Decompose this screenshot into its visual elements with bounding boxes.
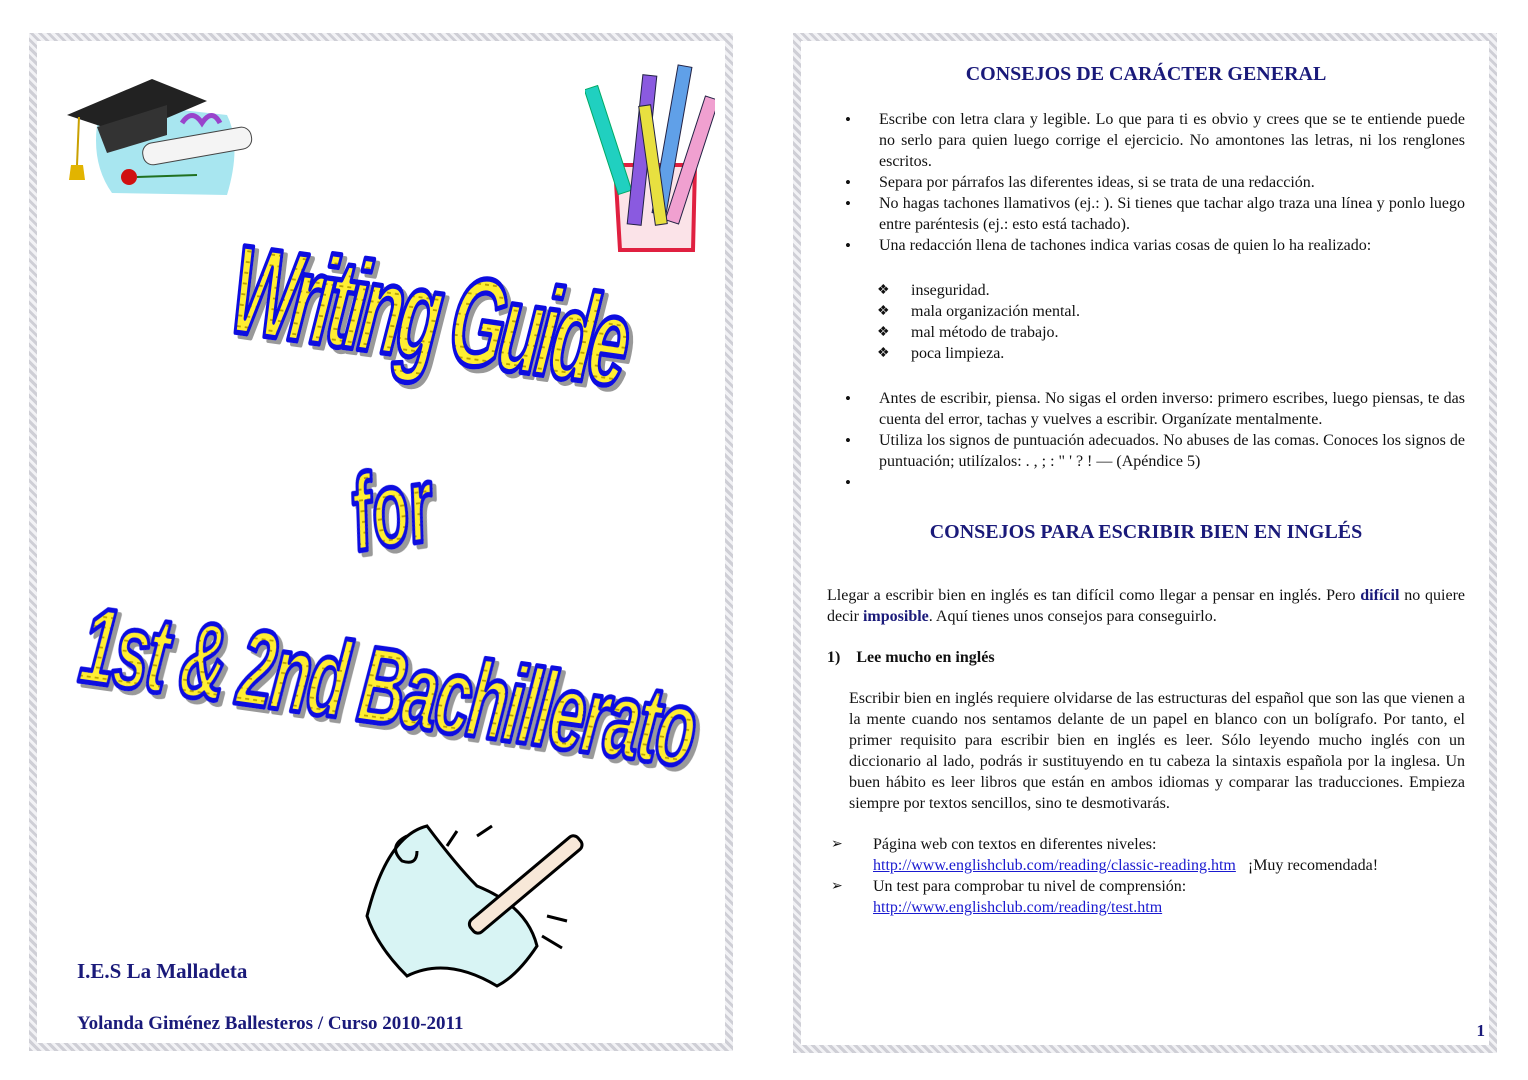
heading-general-advice: CONSEJOS DE CARÁCTER GENERAL — [965, 63, 1327, 85]
graduation-cap-diploma-clipart — [57, 65, 257, 205]
content-page — [793, 33, 1497, 1053]
quill-paper-clipart — [347, 806, 597, 996]
title-line-2: for — [343, 443, 440, 575]
link-label: Página web con textos en diferentes niveles: — [873, 836, 1157, 853]
intro-text: . Aquí tienes unos consejos para conseguirlo. — [928, 608, 1217, 625]
school-name: I.E.S La Malladeta — [77, 959, 248, 983]
list-item: • Separa por párrafos las diferentes ideas, si se trata de una redacción. — [841, 172, 1465, 193]
intro-text: Llegar a escribir bien en inglés es tan difícil como llegar a pensar en inglés. Pero — [827, 587, 1361, 604]
intro-bold: difícil — [1360, 587, 1400, 604]
section-1-body: Escribir bien en inglés requiere olvidarse de las estructuras del español que son las que vienen a la mente cuando nos sentamos delante de un papel en blanco con un bolígrafo. Por tanto, el primer requisito para escribir bien en inglés es leer. Sólo leyendo mucho inglés con un diccionario al lado, podrás ir sustituyendo en tu cabeza la sintaxis española por la inglesa. Un buen hábito es leer libros que están en ambos idiomas y comparar las traducciones. Empieza siempre por textos sencillos, sino te desmotivarás. — [849, 690, 1465, 812]
link-note: ¡Muy recomendada! — [1247, 857, 1379, 874]
list-item: • Antes de escribir, piensa. No sigas el orden inverso: primero escribes, luego piensas, te das cuenta del error, tachas y vuelves a escribir. Organízate mentalmente. — [841, 388, 1465, 430]
list-item: • Una redacción llena de tachones indica varias cosas de quien lo ha realizado: — [841, 235, 1465, 256]
general-advice-list-2 — [841, 388, 1465, 493]
classic-reading-link[interactable]: http://www.englishclub.com/reading/classic-reading.htm — [873, 857, 1236, 874]
intro-text: no quiere decir — [827, 587, 1465, 625]
link-label: Un test para comprobar tu nivel de comprensión: — [873, 878, 1187, 895]
general-advice-list — [841, 109, 1465, 256]
author-course: Yolanda Giménez Ballesteros / Curso 2010-2011 — [77, 1013, 464, 1034]
cover-page — [29, 33, 733, 1051]
section-1-title: 1) Lee mucho en inglés — [827, 649, 995, 666]
heading-english-advice: CONSEJOS PARA ESCRIBIR BIEN EN INGLÉS — [929, 521, 1363, 543]
list-item — [827, 834, 1465, 876]
list-item — [841, 472, 1465, 493]
sub-list — [873, 280, 1465, 364]
reading-test-link[interactable]: http://www.englishclub.com/reading/test.htm — [873, 899, 1163, 916]
page-number: 1 — [1476, 1021, 1485, 1040]
links-list — [827, 834, 1465, 918]
list-item: ❖ poca limpieza. — [873, 343, 1465, 364]
list-item: • No hagas tachones llamativos (ej.: ). Si tienes que tachar algo traza una línea y ponlo luego entre paréntesis (ej.: esto está tachado). — [841, 193, 1465, 235]
intro-paragraph — [827, 585, 1465, 627]
title-line-3: 1st & 2nd Bachillerato — [73, 583, 705, 791]
list-item: ❖ mal método de trabajo. — [873, 322, 1465, 343]
list-item — [827, 876, 1465, 918]
intro-bold: imposible — [862, 608, 929, 625]
list-item: • Escribe con letra clara y legible. Lo que para ti es obvio y crees que se te entiende puede no serlo para quien luego corrige el ejercicio. No amontones las letras, ni los renglones escritos. — [841, 109, 1465, 172]
list-item: • Utiliza los signos de puntuación adecuados. No abuses de las comas. Conoces los signos de puntuación; utilízalos: . , ; : " ' ? ! — (Apéndice 5) — [841, 430, 1465, 472]
cover-title-wordart — [37, 211, 727, 811]
list-item: ❖ mala organización mental. — [873, 301, 1465, 322]
title-line-1: Writing Guide — [223, 218, 639, 414]
list-item: ❖ inseguridad. — [873, 280, 1465, 301]
